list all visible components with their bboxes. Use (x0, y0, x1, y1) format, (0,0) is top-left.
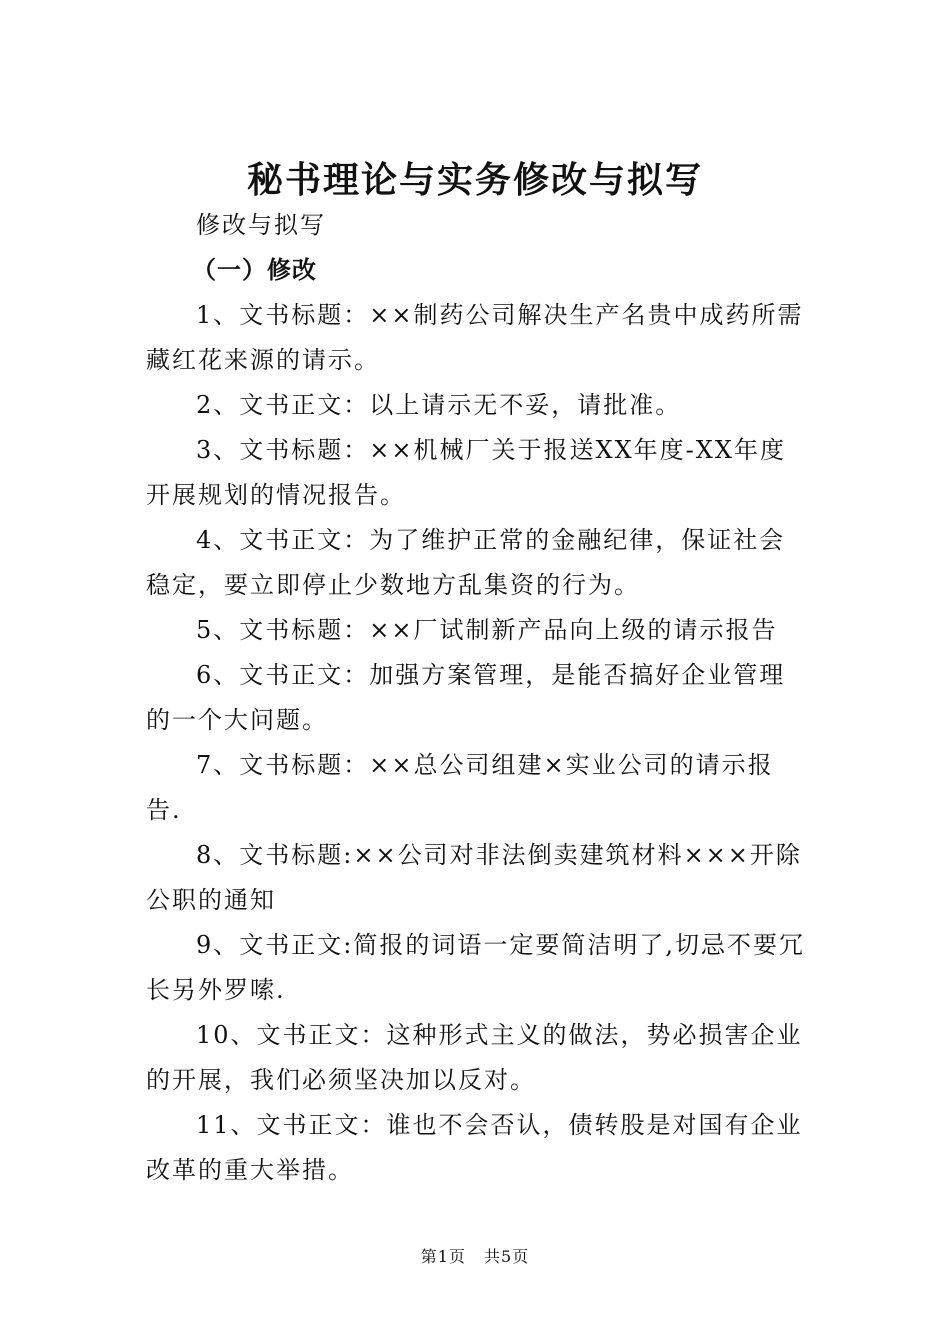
paragraph-item: 11、文书正文：谁也不会否认，债转股是对国有企业改革的重大举措。 (146, 1111, 803, 1184)
page-number: 第1页 (420, 1247, 466, 1266)
paragraph-item: 3、文书标题：××机械厂关于报送XX年度-XX年度开展规划的情况报告。 (146, 436, 786, 509)
paragraph-item: 9、文书正文:简报的词语一定要简洁明了,切忌不要冗长另外罗嗦. (146, 931, 805, 1004)
document-subtitle: 修改与拟写 (196, 211, 326, 239)
paragraph-item: 5、文书标题：××厂试制新产品向上级的请示报告 (196, 616, 778, 644)
document-body (146, 203, 808, 1193)
paragraph-item: 1、文书标题：××制药公司解决生产名贵中成药所需藏红花来源的请示。 (146, 301, 804, 374)
paragraph-item: 2、文书正文：以上请示无不妥，请批准。 (196, 391, 682, 419)
document-title: 秘书理论与实务修改与拟写 (246, 159, 703, 202)
paragraph-item: 6、文书正文：加强方案管理，是能否搞好企业管理的一个大问题。 (146, 661, 786, 734)
paragraph-item: 8、文书标题:××公司对非法倒卖建筑材料×××开除公职的通知 (146, 841, 802, 914)
page-footer (0, 1244, 950, 1267)
paragraph-item: 7、文书标题：××总公司组建×实业公司的请示报告. (146, 751, 774, 824)
paragraph-item: 4、文书正文：为了维护正常的金融纪律，保证社会稳定，要立即停止少数地方乱集资的行为。 (146, 526, 786, 599)
paragraph-item: 10、文书正文：这种形式主义的做法，势必损害企业的开展，我们必须坚决加以反对。 (146, 1021, 803, 1094)
section-heading: （一）修改 (192, 256, 317, 284)
page-total: 共5页 (484, 1247, 530, 1266)
